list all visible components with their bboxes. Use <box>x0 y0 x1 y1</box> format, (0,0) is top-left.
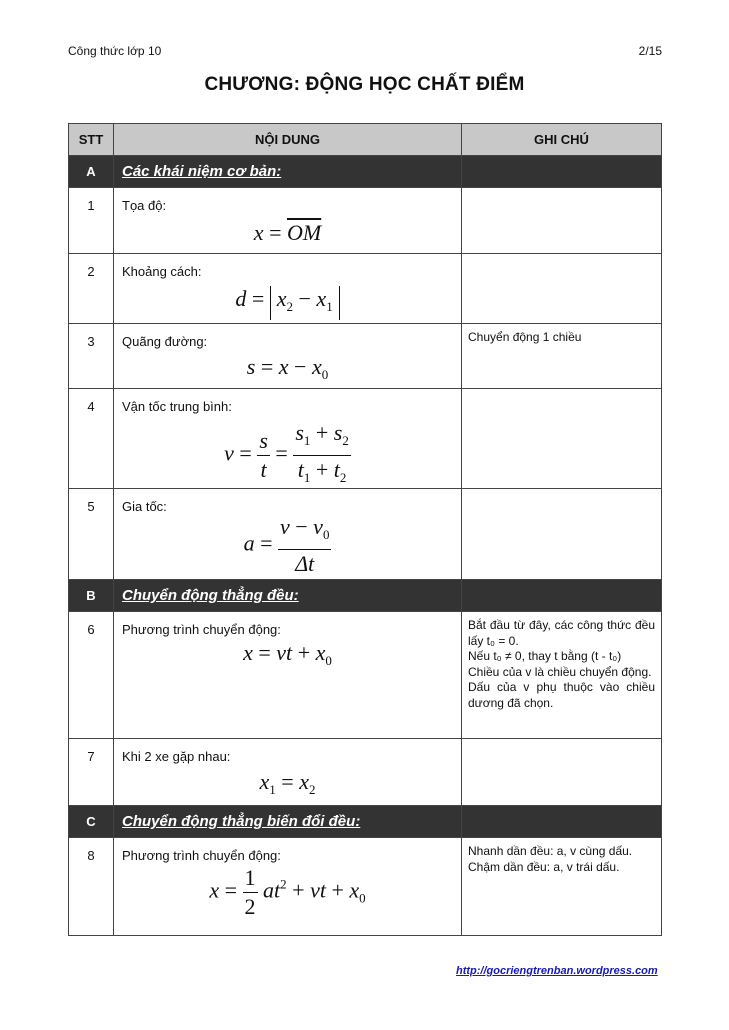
row-number: 2 <box>69 254 114 324</box>
row-note <box>462 838 662 936</box>
note-text: Chuyển động 1 chiều <box>468 330 582 344</box>
table-row <box>69 612 662 739</box>
row-content <box>114 254 462 324</box>
table-row <box>69 389 662 489</box>
row-note <box>462 389 662 489</box>
section-note <box>462 806 662 838</box>
section-title: Chuyển động thẳng biến đổi đều: <box>114 806 462 838</box>
row-content <box>114 489 462 580</box>
section-title: Chuyển động thẳng đều: <box>114 580 462 612</box>
table-row <box>69 838 662 936</box>
formula-distance: $d = x_2 - x_1$ <box>114 286 461 320</box>
note-text: Bắt đầu từ đây, các công thức đều lấy t₀ = 0. Nếu t₀ ≠ 0, thay t bằng (t - t₀) Chiều của v là chiều chuyển động. Dấu của v phụ thuộc vào chiều dương đã chọn. <box>468 618 655 710</box>
row-content <box>114 324 462 389</box>
row-content <box>114 612 462 739</box>
row-content <box>114 389 462 489</box>
section-row-a <box>69 156 662 188</box>
row-label: Phương trình chuyển động: <box>122 848 281 863</box>
formula-uniform-motion: x = vt + $x_0$ <box>243 640 332 668</box>
row-number: 5 <box>69 489 114 580</box>
table-header-row <box>69 124 662 156</box>
formula-table <box>68 123 662 936</box>
section-note <box>462 580 662 612</box>
row-label: Khoảng cách: <box>122 264 202 279</box>
row-note <box>462 188 662 254</box>
header-stt: STT <box>69 124 114 156</box>
formula-position: $x = \overline{OM}$ <box>253 220 322 245</box>
section-row-b <box>69 580 662 612</box>
row-label: Khi 2 xe gặp nhau: <box>122 749 231 764</box>
row-note <box>462 254 662 324</box>
formula-average-velocity: v = $\frac{s}{t}$ = $\frac{s_1 + s_2}{t_1 + t_2}$ <box>224 420 349 485</box>
section-num: B <box>69 580 114 612</box>
formula-accelerated-motion: x = $\frac{1}{2}$ $at^2$ + vt + $x_0$ <box>209 865 366 919</box>
row-label: Tọa độ: <box>122 198 167 213</box>
row-note <box>462 324 662 389</box>
row-label: Gia tốc: <box>122 499 167 514</box>
section-title: Các khái niệm cơ bản: <box>114 156 462 188</box>
row-label: Vận tốc trung bình: <box>122 399 232 414</box>
row-number: 6 <box>69 612 114 739</box>
row-number: 1 <box>69 188 114 254</box>
formula-meeting: $x_1 = x_2$ <box>259 769 316 797</box>
row-number: 4 <box>69 389 114 489</box>
row-note <box>462 612 662 739</box>
row-content <box>114 838 462 936</box>
table-row <box>69 254 662 324</box>
row-note <box>462 739 662 806</box>
header-doc-title: Công thức lớp 10 <box>68 44 162 58</box>
section-row-c <box>69 806 662 838</box>
section-num: A <box>69 156 114 188</box>
chapter-title: CHƯƠNG: ĐỘNG HỌC CHẤT ĐIỂM <box>204 74 525 95</box>
footer-link[interactable]: http://gocriengtrenban.wordpress.com <box>456 965 658 977</box>
page-number: 2/15 <box>638 44 662 58</box>
row-label: Quãng đường: <box>122 334 208 349</box>
row-number: 3 <box>69 324 114 389</box>
table-row <box>69 188 662 254</box>
note-text: Nhanh dần đều: a, v cùng dấu. Chậm dần đều: a, v trái dấu. <box>468 844 633 874</box>
row-note <box>462 489 662 580</box>
row-label: Phương trình chuyển động: <box>122 622 281 637</box>
header-note: GHI CHÚ <box>462 124 662 156</box>
formula-path-length: $s = x - x_0$ <box>246 354 329 382</box>
row-number: 8 <box>69 838 114 936</box>
row-number: 7 <box>69 739 114 806</box>
section-note <box>462 156 662 188</box>
table-row <box>69 739 662 806</box>
row-content <box>114 739 462 806</box>
header-content: NỘI DUNG <box>114 124 462 156</box>
row-content <box>114 188 462 254</box>
section-num: C <box>69 806 114 838</box>
table-row <box>69 489 662 580</box>
formula-acceleration: a = $\frac{v - v_0}{\Delta t}$ <box>243 514 330 576</box>
table-row <box>69 324 662 389</box>
